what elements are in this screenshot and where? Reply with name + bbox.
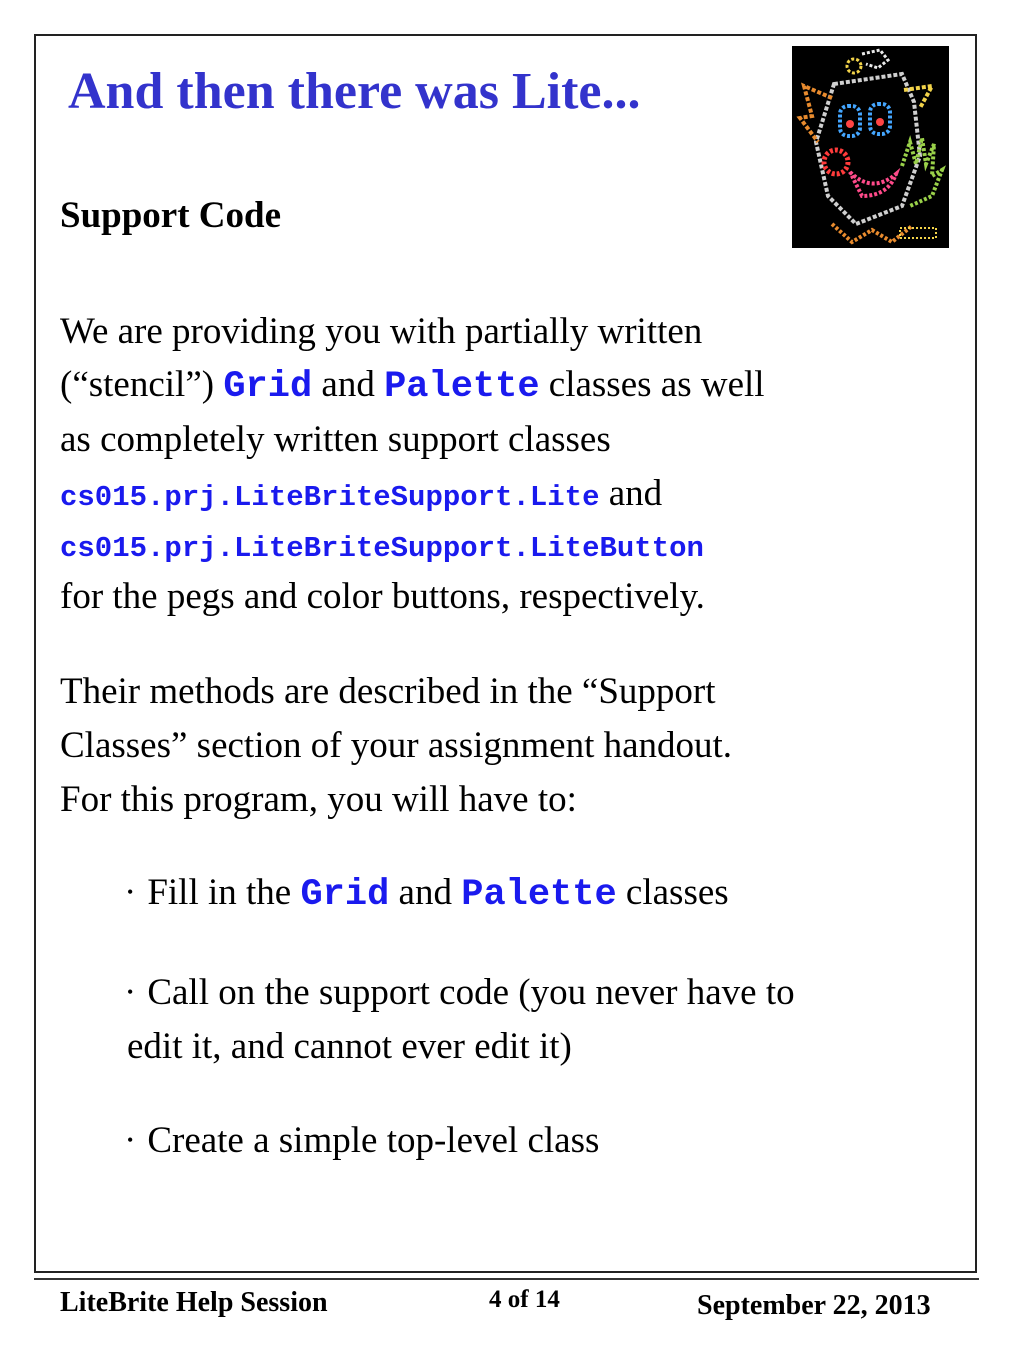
para2-line1: Their methods are described in the “Support xyxy=(60,671,716,712)
litebutton-class-path: cs015.prj.LiteBriteSupport.LiteButton xyxy=(60,532,704,565)
para1-and2-text: and xyxy=(599,473,663,514)
bullet1-palette-class: Palette xyxy=(461,874,617,916)
bullet-marker: • xyxy=(127,1129,134,1150)
bullet3-text: Create a simple top-level class xyxy=(147,1120,600,1161)
para1-stencil-text: (“stencil”) xyxy=(60,364,224,405)
para1-and-text: and xyxy=(312,364,385,405)
bullet-item-1 xyxy=(127,866,967,923)
bullet-item-2 xyxy=(127,966,967,1023)
para2-line2: Classes” section of your assignment handout. xyxy=(60,725,733,766)
bullet2-line1: Call on the support code (you never have to xyxy=(147,972,795,1013)
para1-line2 xyxy=(60,358,765,414)
para1-classes-text: classes as well xyxy=(539,364,765,405)
footer-divider xyxy=(34,1278,979,1280)
footer-session-name: LiteBrite Help Session xyxy=(60,1287,328,1318)
bullet1-and-text: and xyxy=(389,872,462,913)
bullet1-classes-text: classes xyxy=(616,872,729,913)
bullet-item-3 xyxy=(127,1114,967,1171)
palette-class-name: Palette xyxy=(384,366,540,408)
grid-class-name: Grid xyxy=(223,366,313,408)
para1-line5 xyxy=(60,518,704,576)
slide-title: And then there was Lite... xyxy=(68,63,641,120)
para1-line1: We are providing you with partially written xyxy=(60,311,703,352)
section-heading: Support Code xyxy=(60,195,282,236)
para1-line4 xyxy=(60,467,662,525)
para2-line3: For this program, you will have to: xyxy=(60,779,577,820)
para1-line6: for the pegs and color buttons, respectively. xyxy=(60,576,705,617)
lite-brite-clown-image xyxy=(792,46,949,248)
bullet-marker: • xyxy=(127,881,134,902)
bullet-marker: • xyxy=(127,981,134,1002)
footer-page-number: 4 of 14 xyxy=(489,1286,560,1313)
footer-date: September 22, 2013 xyxy=(697,1290,931,1321)
bullet1-grid-class: Grid xyxy=(300,874,390,916)
para1-line3: as completely written support classes xyxy=(60,419,611,460)
bullet1-fill-text: Fill in the xyxy=(147,872,301,913)
bullet-item-2-continued: edit it, and cannot ever edit it) xyxy=(127,1026,572,1067)
lite-class-path: cs015.prj.LiteBriteSupport.Lite xyxy=(60,481,600,514)
clown-illustration xyxy=(792,46,949,248)
